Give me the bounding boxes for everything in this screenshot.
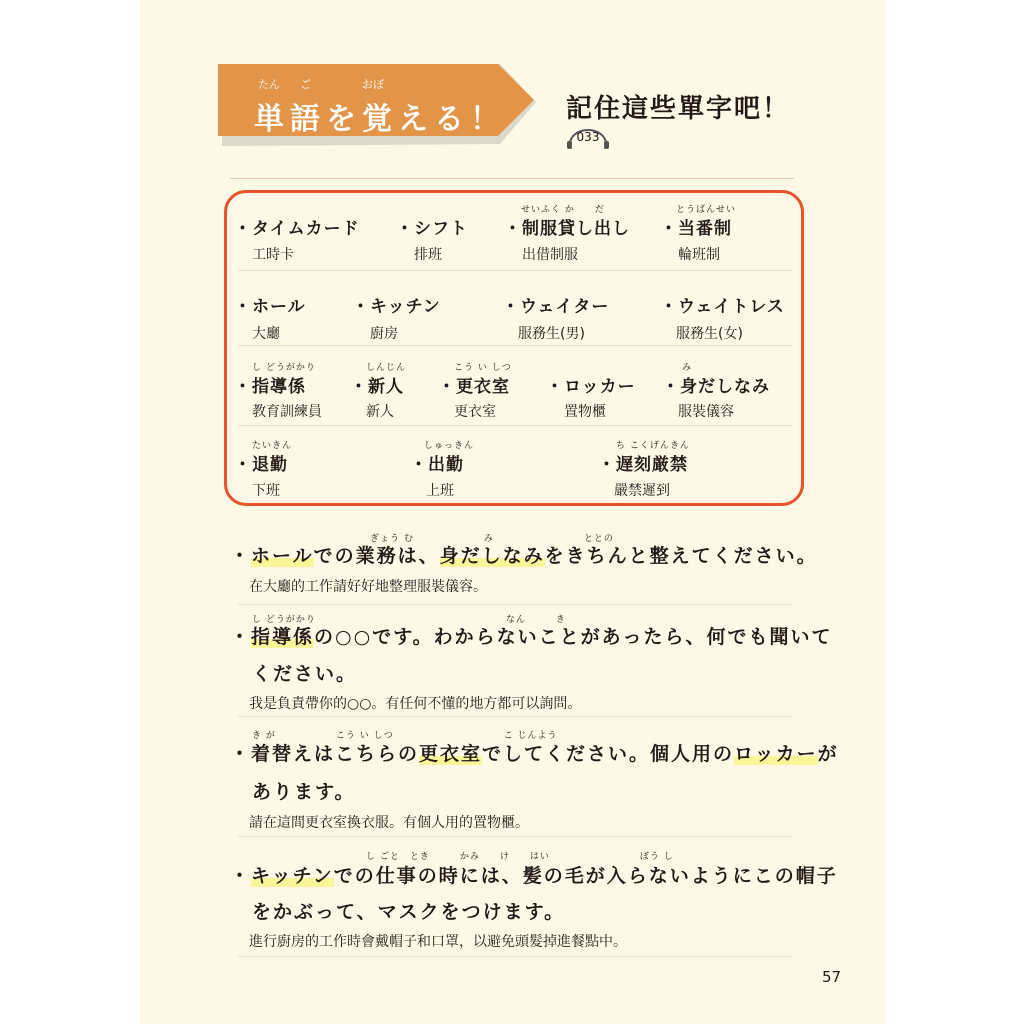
- highlight: 身だしなみ: [439, 545, 545, 567]
- sentence-ruby: き が こう い しつ こ じんよう: [252, 731, 558, 741]
- vocab-word: ・指導係: [234, 377, 306, 397]
- vocab-meaning: 排班: [414, 247, 442, 263]
- audio-track[interactable]: [566, 128, 610, 150]
- sentence-line: [238, 604, 793, 605]
- vocab-word: ・新人: [350, 377, 404, 397]
- vocab-meaning: 大廳: [252, 326, 280, 342]
- header-divider: [230, 178, 794, 179]
- vocab-meaning: 下班: [252, 483, 280, 499]
- vocab-row-line: [238, 425, 793, 426]
- sentence-translation: 在大廳的工作請好好地整理服裝儀容。: [249, 579, 487, 595]
- vocab-word: ・制服貸し出し: [504, 219, 630, 239]
- title-ruby-2: ご: [300, 78, 311, 91]
- vocab-meaning: 出借制服: [522, 247, 578, 263]
- vocab-ruby: せいふく か だ: [521, 205, 605, 215]
- sentence-ruby: し どうがかり なん き: [252, 615, 566, 625]
- vocab-ruby: こう い しつ: [454, 363, 512, 373]
- track-number: 033: [576, 130, 600, 144]
- example-sentence-line2: あります。: [252, 781, 356, 803]
- banner-title: 単語を覚える！: [254, 102, 506, 137]
- vocab-meaning: 置物櫃: [564, 404, 606, 420]
- vocab-ruby: たいきん: [252, 441, 293, 451]
- sentence-line: [238, 716, 793, 717]
- vocab-ruby: とうばんせい: [676, 205, 737, 215]
- highlight: 指導係: [251, 626, 315, 648]
- example-sentence: ・キッチンでの仕事の時には、髪の毛が入らないようにこの帽子: [230, 865, 838, 887]
- vocab-word: ・ウェイター: [502, 297, 610, 317]
- vocab-meaning: 服務生(男): [518, 326, 585, 342]
- sentence-translation: 進行廚房的工作時會戴帽子和口罩，以避免頭髮掉進餐點中。: [249, 934, 627, 950]
- vocab-meaning: 更衣室: [454, 404, 496, 420]
- example-sentence-line2: をかぶって、マスクをつけます。: [252, 901, 566, 923]
- vocab-ruby: し どうがかり: [252, 363, 316, 373]
- vocab-meaning: 服務生(女): [676, 326, 743, 342]
- example-sentence-line2: ください。: [252, 663, 358, 685]
- highlight: キッチン: [251, 865, 334, 887]
- vocab-word: ・退勤: [234, 455, 288, 475]
- vocab-meaning: 輪班制: [678, 247, 720, 263]
- vocab-word: ・ロッカー: [546, 377, 636, 397]
- vocab-word: ・タイムカード: [234, 219, 360, 239]
- vocab-meaning: 工時卡: [252, 247, 294, 263]
- vocab-word: ・身だしなみ: [662, 377, 770, 397]
- vocab-word: ・出勤: [410, 455, 464, 475]
- example-sentence: ・着替えはこちらの更衣室でしてください。個人用のロッカーが: [230, 743, 839, 765]
- vocab-ruby: しんじん: [366, 363, 407, 373]
- vocab-word: ・当番制: [660, 219, 732, 239]
- sentence-line: [238, 956, 793, 957]
- subtitle: 記住這些單字吧！: [566, 94, 791, 124]
- page-number: 57: [822, 968, 842, 986]
- vocab-row-line: [238, 270, 793, 271]
- vocab-word: ・ホール: [234, 297, 306, 317]
- example-sentence: ・指導係の○○です。わからないことがあったら、何でも聞いて: [230, 626, 833, 648]
- vocab-ruby: み: [682, 363, 693, 373]
- vocab-meaning: 新人: [366, 404, 394, 420]
- vocab-ruby: ち こくげんきん: [616, 441, 690, 451]
- vocab-word: ・ウェイトレス: [660, 297, 785, 317]
- vocab-word: ・遅刻厳禁: [598, 455, 688, 475]
- sentence-translation: 請在這間更衣室換衣服。有個人用的置物櫃。: [249, 815, 529, 831]
- vocab-row-line: [238, 345, 793, 346]
- example-sentence: ・ホールでの業務は、身だしなみをきちんと整えてください。: [230, 545, 818, 567]
- sentence-translation: 我是負責帶你的○○。有任何不懂的地方都可以詢問。: [249, 696, 582, 712]
- sentence-ruby: し ごと とき かみ け はい ぼう し: [366, 852, 674, 862]
- vocab-meaning: 教育訓練員: [252, 404, 322, 420]
- vocab-ruby: しゅっきん: [424, 441, 475, 451]
- vocab-meaning: 廚房: [370, 326, 398, 342]
- title-ruby-3: おぼ: [362, 78, 384, 91]
- highlight: 更衣室: [419, 743, 483, 765]
- vocab-word: ・シフト: [396, 219, 468, 239]
- highlight: ホール: [251, 545, 314, 567]
- vocab-meaning: 服裝儀容: [678, 404, 734, 420]
- sentence-line: [238, 836, 793, 837]
- vocab-meaning: 嚴禁遲到: [614, 483, 670, 499]
- highlight: ロッカー: [734, 743, 818, 765]
- vocab-word: ・更衣室: [438, 377, 510, 397]
- sentence-ruby: ぎょう む み ととの: [370, 534, 614, 544]
- vocab-word: ・キッチン: [352, 297, 441, 317]
- vocab-meaning: 上班: [426, 483, 454, 499]
- title-ruby-1: たん: [258, 78, 280, 91]
